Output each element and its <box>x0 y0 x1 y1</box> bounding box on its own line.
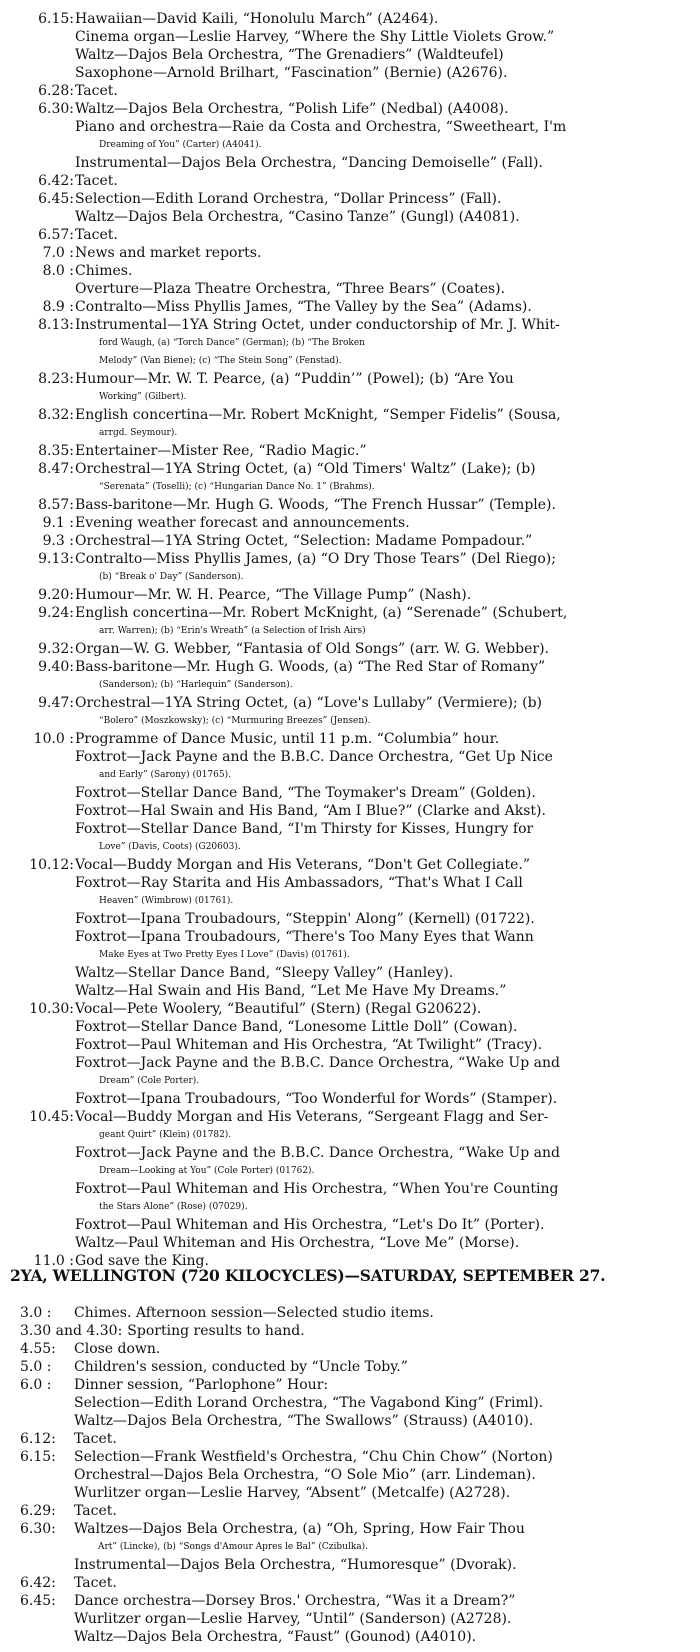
entry-item-line: Instrumental—Dajos Bela Orchestra, “Humoresque” (Dvorak). <box>74 1557 517 1573</box>
programme-entry <box>0 640 700 658</box>
programme-entry <box>0 1358 700 1376</box>
entry-continuation-line: and Early” (Sarony) (01765). <box>99 770 231 780</box>
programme-entry <box>0 370 700 406</box>
programme-entry <box>0 1000 700 1108</box>
entry-item-line: Bass-baritone—Mr. Hugh G. Woods, “The French Hussar” (Temple). <box>75 497 556 513</box>
entry-items <box>75 316 700 370</box>
programme-entry <box>0 1502 700 1520</box>
entry-item-line: Waltz—Stellar Dance Band, “Sleepy Valley” (Hanley). <box>75 965 454 981</box>
entry-items <box>75 694 700 730</box>
programme-entry <box>0 1304 700 1322</box>
entry-item-line: Humour—Mr. W. H. Pearce, “The Village Pump” (Nash). <box>75 587 472 603</box>
entry-items <box>75 298 700 316</box>
entry-time: 6.29: <box>20 1503 56 1519</box>
entry-item-line: Bass-baritone—Mr. Hugh G. Woods, (a) “The Red Star of Romany” <box>75 659 546 675</box>
entry-item-line: Humour—Mr. W. T. Pearce, (a) “Puddin’” (Powel); (b) “Are You <box>75 371 514 387</box>
entry-item-line: Foxtrot—Ipana Troubadours, “Steppin' Along” (Kernell) (01722). <box>75 911 535 927</box>
entry-item-line: Vocal—Buddy Morgan and His Veterans, “Sergeant Flagg and Ser- <box>75 1109 549 1125</box>
entry-time: 6.0 : <box>20 1377 52 1393</box>
entry-time: 6.45: <box>20 1593 56 1609</box>
entry-item-line: Foxtrot—Stellar Dance Band, “Lonesome Little Doll” (Cowan). <box>75 1019 518 1035</box>
entry-item-line: Foxtrot—Paul Whiteman and His Orchestra, “When You're Counting <box>75 1181 559 1197</box>
entry-continuation-line: geant Quirt” (Klein) (01782). <box>99 1130 232 1140</box>
programme-entry <box>0 532 700 550</box>
entry-time: 6.42: <box>38 173 74 189</box>
programme-entry <box>0 658 700 694</box>
programme-entry <box>0 1340 700 1358</box>
entry-item-line: Dance orchestra—Dorsey Bros.' Orchestra, “Was it a Dream?” <box>74 1593 516 1609</box>
entry-item-line: Children's session, conducted by “Uncle Toby.” <box>74 1359 408 1375</box>
entry-items <box>75 514 700 532</box>
entry-item-line: Selection—Frank Westfield's Orchestra, “Chu Chin Chow” (Norton) <box>74 1449 553 1465</box>
entry-items <box>74 1574 700 1592</box>
entry-item-line: Foxtrot—Jack Payne and the B.B.C. Dance Orchestra, “Wake Up and <box>75 1055 560 1071</box>
entry-item-line: Waltz—Hal Swain and His Band, “Let Me Have My Dreams.” <box>75 983 507 999</box>
entry-items <box>75 190 700 226</box>
entry-item-line: Vocal—Buddy Morgan and His Veterans, “Don't Get Collegiate.” <box>75 857 530 873</box>
entry-continuation-line: Heaven” (Wimbrow) (01761). <box>99 896 234 906</box>
entry-item-line: News and market reports. <box>75 245 262 261</box>
entry-items <box>75 856 700 1000</box>
entry-item-line: Waltzes—Dajos Bela Orchestra, (a) “Oh, Spring, How Fair Thou <box>74 1521 525 1537</box>
entry-item-line: Sporting results to hand. <box>127 1323 305 1339</box>
entry-item-line: Tacet. <box>75 83 118 99</box>
entry-item-line: Dinner session, “Parlophone” Hour: <box>74 1377 329 1393</box>
entry-time: 8.13: <box>38 317 74 333</box>
programme-entry <box>0 406 700 442</box>
entry-time: 6.45: <box>38 191 74 207</box>
entry-items <box>74 1358 700 1376</box>
entry-item-line: English concertina—Mr. Robert McKnight, (a) “Serenade” (Schubert, <box>75 605 568 621</box>
entry-item-line: Waltz—Dajos Bela Orchestra, “The Swallows” (Strauss) (A4010). <box>74 1413 534 1429</box>
entry-item-line: Instrumental—1YA String Octet, under conductorship of Mr. J. Whit- <box>75 317 560 333</box>
station-heading-2ya: 2YA, WELLINGTON (720 KILOCYCLES)—SATURDAY, SEPTEMBER 27. <box>10 1266 606 1285</box>
entry-time: 9.32: <box>38 641 74 657</box>
entry-item-line: Waltz—Paul Whiteman and His Orchestra, “Love Me” (Morse). <box>75 1235 520 1251</box>
entry-item-line: Selection—Edith Lorand Orchestra, “Dollar Princess” (Fall). <box>75 191 502 207</box>
entry-continuation-line: (Sanderson); (b) “Harlequin” (Sanderson). <box>99 680 293 690</box>
programme-entry <box>0 1322 700 1340</box>
entry-item-line: Overture—Plaza Theatre Orchestra, “Three Bears” (Coates). <box>75 281 506 297</box>
entry-time: 9.13: <box>38 551 74 567</box>
entry-time: 9.1 : <box>42 515 74 531</box>
entry-items <box>75 730 700 856</box>
entry-items <box>74 1430 700 1448</box>
entry-item-line: Orchestral—1YA String Octet, “Selection: Madame Pompadour.” <box>75 533 533 549</box>
programme-entry <box>0 442 700 460</box>
programme-entry <box>0 1574 700 1592</box>
entry-time: 9.3 : <box>42 533 74 549</box>
entry-continuation-line: Dream” (Cole Porter). <box>99 1076 200 1086</box>
entry-continuation-line: “Bolero” (Moszkowsky); (c) “Murmuring Breezes” (Jensen). <box>99 716 371 726</box>
entry-time: 6.15: <box>20 1449 56 1465</box>
entry-time: 10.45: <box>29 1109 74 1125</box>
entry-time: 6.12: <box>20 1431 56 1447</box>
entry-time: 9.24: <box>38 605 74 621</box>
entry-item-line: Waltz—Dajos Bela Orchestra, “The Grenadiers” (Waldteufel) <box>75 47 504 63</box>
entry-time: 6.30: <box>20 1521 56 1537</box>
entry-continuation-line: Art” (Lincke), (b) “Songs d'Amour Apres le Bal” (Czibulka). <box>98 1542 369 1552</box>
programme-entry <box>0 100 700 172</box>
entry-continuation-line: arr. Warren); (b) “Erin's Wreath” (a Selection of Irish Airs) <box>99 626 366 636</box>
entry-items <box>75 550 700 586</box>
programme-entry <box>0 298 700 316</box>
entry-items <box>75 496 700 514</box>
programme-entry <box>0 514 700 532</box>
entry-items <box>75 658 700 694</box>
entry-item-line: Vocal—Pete Woolery, “Beautiful” (Stern) (Regal G20622). <box>75 1001 482 1017</box>
entry-item-line: Tacet. <box>74 1503 117 1519</box>
entry-item-line: Foxtrot—Ray Starita and His Ambassadors, “That's What I Call <box>75 875 523 891</box>
entry-item-line: Foxtrot—Stellar Dance Band, “I'm Thirsty for Kisses, Hungry for <box>75 821 534 837</box>
entry-time: 8.57: <box>38 497 74 513</box>
entry-item-line: English concertina—Mr. Robert McKnight, “Semper Fidelis” (Sousa, <box>75 407 561 423</box>
programme-entry <box>0 1430 700 1448</box>
entry-items <box>75 82 700 100</box>
programme-entry <box>0 1448 700 1502</box>
entry-item-line: Organ—W. G. Webber, “Fantasia of Old Songs” (arr. W. G. Webber). <box>75 641 549 657</box>
programme-entry <box>0 316 700 370</box>
entry-continuation-line: Make Eyes at Two Pretty Eyes I Love” (Davis) (01761). <box>99 950 350 960</box>
entry-items <box>74 1592 700 1646</box>
entry-time: 9.40: <box>38 659 74 675</box>
entry-items <box>75 1108 700 1252</box>
programme-entry <box>0 604 700 640</box>
entry-item-line: Cinema organ—Leslie Harvey, “Where the Shy Little Violets Grow.” <box>75 29 555 45</box>
entry-item-line: Selection—Edith Lorand Orchestra, “The Vagabond King” (Friml). <box>74 1395 544 1411</box>
entry-items <box>75 460 700 496</box>
entry-time: 5.0 : <box>20 1359 52 1375</box>
entry-item-line: Piano and orchestra—Raie da Costa and Orchestra, “Sweetheart, I'm <box>75 119 567 135</box>
entry-item-line: Foxtrot—Jack Payne and the B.B.C. Dance Orchestra, “Get Up Nice <box>75 749 553 765</box>
entry-time: 8.32: <box>38 407 74 423</box>
programme-entry <box>0 496 700 514</box>
programme-entry <box>0 1108 700 1252</box>
programme-entry <box>0 550 700 586</box>
entry-time: 7.0 : <box>42 245 74 261</box>
entry-item-line: Foxtrot—Stellar Dance Band, “The Toymaker's Dream” (Golden). <box>75 785 536 801</box>
programme-entry <box>0 460 700 496</box>
entry-time: 10.0 : <box>33 731 74 747</box>
programme-entry <box>0 586 700 604</box>
entry-item-line: Waltz—Dajos Bela Orchestra, “Casino Tanze” (Gungl) (A4081). <box>75 209 520 225</box>
programme-entry <box>0 172 700 190</box>
programme-entry <box>0 694 700 730</box>
programme-entry <box>0 244 700 262</box>
entry-item-line: Tacet. <box>75 227 118 243</box>
entry-items <box>74 1340 700 1358</box>
programme-entry <box>0 1592 700 1646</box>
entry-time: 6.57: <box>38 227 74 243</box>
entry-continuation-line: “Serenata” (Toselli); (c) “Hungarian Dance No. 1” (Brahms). <box>99 482 375 492</box>
entry-item-line: Orchestral—1YA String Octet, (a) “Old Timers' Waltz” (Lake); (b) <box>75 461 536 477</box>
entry-item-line: Tacet. <box>74 1431 117 1447</box>
entry-continuation-line: Melody” (Van Biene); (c) “The Stein Song” (Fenstad). <box>99 356 342 366</box>
entry-items <box>74 1520 700 1574</box>
entry-items <box>75 406 700 442</box>
entry-items <box>75 586 700 604</box>
entry-item-line: Foxtrot—Ipana Troubadours, “Too Wonderful for Words” (Stamper). <box>75 1091 558 1107</box>
entry-item-line: Contralto—Miss Phyllis James, (a) “O Dry Those Tears” (Del Riego); <box>75 551 556 567</box>
entry-items <box>127 1322 700 1340</box>
programme-entry <box>0 262 700 298</box>
entry-item-line: Orchestral—1YA String Octet, (a) “Love's Lullaby” (Vermiere); (b) <box>75 695 543 711</box>
entry-items <box>75 532 700 550</box>
entry-time: 9.20: <box>38 587 74 603</box>
entry-time: 10.12: <box>29 857 74 873</box>
entry-time: 6.42: <box>20 1575 56 1591</box>
entry-item-line: Evening weather forecast and announcements. <box>75 515 410 531</box>
entry-items <box>75 262 700 298</box>
entry-time: 3.0 : <box>20 1305 52 1321</box>
entry-time: 6.28: <box>38 83 74 99</box>
entry-items <box>75 370 700 406</box>
entry-item-line: Foxtrot—Jack Payne and the B.B.C. Dance Orchestra, “Wake Up and <box>75 1145 560 1161</box>
entry-items <box>75 1000 700 1108</box>
entry-continuation-line: (b) “Break o' Day” (Sanderson). <box>99 572 244 582</box>
programme-entry <box>0 1376 700 1430</box>
entry-time: 8.23: <box>38 371 74 387</box>
entry-item-line: Orchestral—Dajos Bela Orchestra, “O Sole Mio” (arr. Lindeman). <box>74 1467 536 1483</box>
entry-items <box>75 244 700 262</box>
entry-continuation-line: Working” (Gilbert). <box>99 392 187 402</box>
entry-time: 6.15: <box>38 11 74 27</box>
programme-entry <box>0 190 700 226</box>
entry-item-line: Foxtrot—Hal Swain and His Band, “Am I Blue?” (Clarke and Akst). <box>75 803 546 819</box>
entry-items <box>74 1502 700 1520</box>
entry-item-line: Saxophone—Arnold Brilhart, “Fascination” (Bernie) (A2676). <box>75 65 508 81</box>
programme-section-1yа <box>0 10 700 1270</box>
programme-entry <box>0 856 700 1000</box>
entry-items <box>75 100 700 172</box>
entry-time: 8.35: <box>38 443 74 459</box>
entry-items <box>75 442 700 460</box>
entry-time: 8.9 : <box>42 299 74 315</box>
entry-items <box>75 604 700 640</box>
entry-item-line: Close down. <box>74 1341 161 1357</box>
programme-entry <box>0 730 700 856</box>
entry-time: 6.30: <box>38 101 74 117</box>
entry-item-line: Chimes. <box>75 263 133 279</box>
entry-items <box>74 1448 700 1502</box>
entry-item-line: Contralto—Miss Phyllis James, “The Valley by the Sea” (Adams). <box>75 299 532 315</box>
programme-entry <box>0 82 700 100</box>
entry-time: 8.0 : <box>42 263 74 279</box>
programme-entry <box>0 226 700 244</box>
entry-continuation-line: Dream—Looking at You” (Cole Porter) (01762). <box>99 1166 315 1176</box>
entry-item-line: Foxtrot—Ipana Troubadours, “There's Too Many Eyes that Wann <box>75 929 534 945</box>
entry-continuation-line: Dreaming of You” (Carter) (A4041). <box>99 140 262 150</box>
entry-items <box>75 226 700 244</box>
entry-time: 3.30 and 4.30: <box>20 1323 123 1339</box>
entry-item-line: Foxtrot—Paul Whiteman and His Orchestra, “Let's Do It” (Porter). <box>75 1217 545 1233</box>
entry-item-line: God save the King. <box>75 1253 209 1269</box>
programme-entry <box>0 1520 700 1574</box>
entry-continuation-line: the Stars Alone” (Rose) (07029). <box>99 1202 248 1212</box>
entry-time: 10.30: <box>29 1001 74 1017</box>
entry-items <box>75 172 700 190</box>
entry-items <box>75 640 700 658</box>
entry-items <box>74 1304 700 1322</box>
entry-time: 11.0 : <box>33 1253 74 1269</box>
entry-item-line: Instrumental—Dajos Bela Orchestra, “Dancing Demoiselle” (Fall). <box>75 155 543 171</box>
entry-items <box>75 10 700 82</box>
entry-item-line: Programme of Dance Music, until 11 p.m. “Columbia” hour. <box>75 731 500 747</box>
entry-items <box>74 1376 700 1430</box>
entry-item-line: Wurlitzer organ—Leslie Harvey, “Until” (Sanderson) (A2728). <box>74 1611 512 1627</box>
entry-item-line: Tacet. <box>74 1575 117 1591</box>
programme-section-2ya <box>0 1304 700 1646</box>
entry-item-line: Hawaiian—David Kaili, “Honolulu March” (A2464). <box>75 11 439 27</box>
entry-item-line: Entertainer—Mister Ree, “Radio Magic.” <box>75 443 367 459</box>
entry-item-line: Wurlitzer organ—Leslie Harvey, “Absent” (Metcalfe) (A2728). <box>74 1485 511 1501</box>
entry-continuation-line: Love” (Davis, Coots) (G20603). <box>99 842 241 852</box>
entry-item-line: Waltz—Dajos Bela Orchestra, “Faust” (Gounod) (A4010). <box>74 1629 477 1645</box>
entry-time: 9.47: <box>38 695 74 711</box>
programme-entry <box>0 10 700 82</box>
entry-continuation-line: arrgd. Seymour). <box>99 428 178 438</box>
entry-continuation-line: ford Waugh, (a) “Torch Dance” (German); (b) “The Broken <box>99 338 365 348</box>
entry-item-line: Tacet. <box>75 173 118 189</box>
entry-item-line: Foxtrot—Paul Whiteman and His Orchestra, “At Twilight” (Tracy). <box>75 1037 543 1053</box>
entry-time: 4.55: <box>20 1341 56 1357</box>
entry-time: 8.47: <box>38 461 74 477</box>
entry-item-line: Waltz—Dajos Bela Orchestra, “Polish Life” (Nedbal) (A4008). <box>75 101 509 117</box>
entry-item-line: Chimes. Afternoon session—Selected studio items. <box>74 1305 434 1321</box>
